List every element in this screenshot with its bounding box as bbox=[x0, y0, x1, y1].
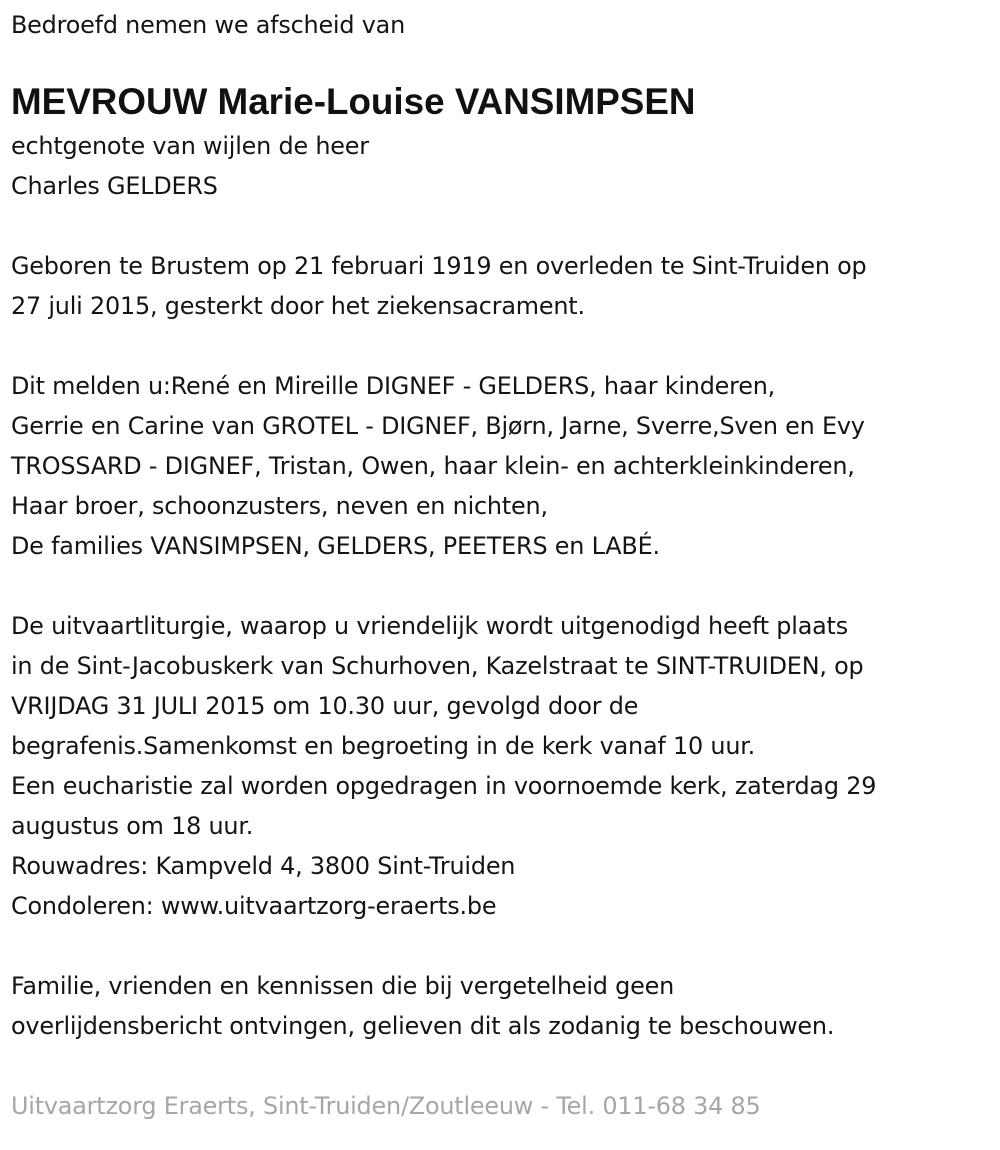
family-line: De families VANSIMPSEN, GELDERS, PEETERS en LABÉ. bbox=[11, 532, 660, 560]
family-line: Haar broer, schoonzusters, neven en nichten, bbox=[11, 492, 548, 520]
mourning-address: Rouwadres: Kampveld 4, 3800 Sint-Truiden bbox=[11, 852, 516, 880]
ceremony-line: augustus om 18 uur. bbox=[11, 812, 254, 840]
ceremony-line: Een eucharistie zal worden opgedragen in voornoemde kerk, zaterdag 29 bbox=[11, 772, 877, 800]
funeral-home-footer: Uitvaartzorg Eraerts, Sint-Truiden/Zoutleeuw - Tel. 011-68 34 85 bbox=[11, 1092, 761, 1120]
deceased-name: MEVROUW Marie-Louise VANSIMPSEN bbox=[11, 81, 696, 122]
notice-line: overlijdensbericht ontvingen, gelieven dit als zodanig te beschouwen. bbox=[11, 1012, 835, 1040]
spouse-name: Charles GELDERS bbox=[11, 172, 218, 200]
family-line: Dit melden u:René en Mireille DIGNEF - GELDERS, haar kinderen, bbox=[11, 372, 776, 400]
ceremony-line: De uitvaartliturgie, waarop u vriendelijk wordt uitgenodigd heeft plaats bbox=[11, 612, 848, 640]
spouse-line: echtgenote van wijlen de heer bbox=[11, 132, 369, 160]
condolence-website: Condoleren: www.uitvaartzorg-eraerts.be bbox=[11, 892, 497, 920]
ceremony-line: begrafenis.Samenkomst en begroeting in de kerk vanaf 10 uur. bbox=[11, 732, 756, 760]
intro-text: Bedroefd nemen we afscheid van bbox=[11, 11, 406, 39]
ceremony-line: in de Sint-Jacobuskerk van Schurhoven, Kazelstraat te SINT-TRUIDEN, op bbox=[11, 652, 864, 680]
ceremony-line: VRIJDAG 31 JULI 2015 om 10.30 uur, gevolgd door de bbox=[11, 692, 639, 720]
family-line: Gerrie en Carine van GROTEL - DIGNEF, Bjørn, Jarne, Sverre,Sven en Evy bbox=[11, 412, 865, 440]
obituary-notice bbox=[11, 0, 996, 1126]
notice-line: Familie, vrienden en kennissen die bij vergetelheid geen bbox=[11, 972, 675, 1000]
birth-death-line: Geboren te Brustem op 21 februari 1919 en overleden te Sint-Truiden op bbox=[11, 252, 867, 280]
birth-death-line: 27 juli 2015, gesterkt door het ziekensacrament. bbox=[11, 292, 585, 320]
family-line: TROSSARD - DIGNEF, Tristan, Owen, haar klein- en achterkleinkinderen, bbox=[11, 452, 855, 480]
